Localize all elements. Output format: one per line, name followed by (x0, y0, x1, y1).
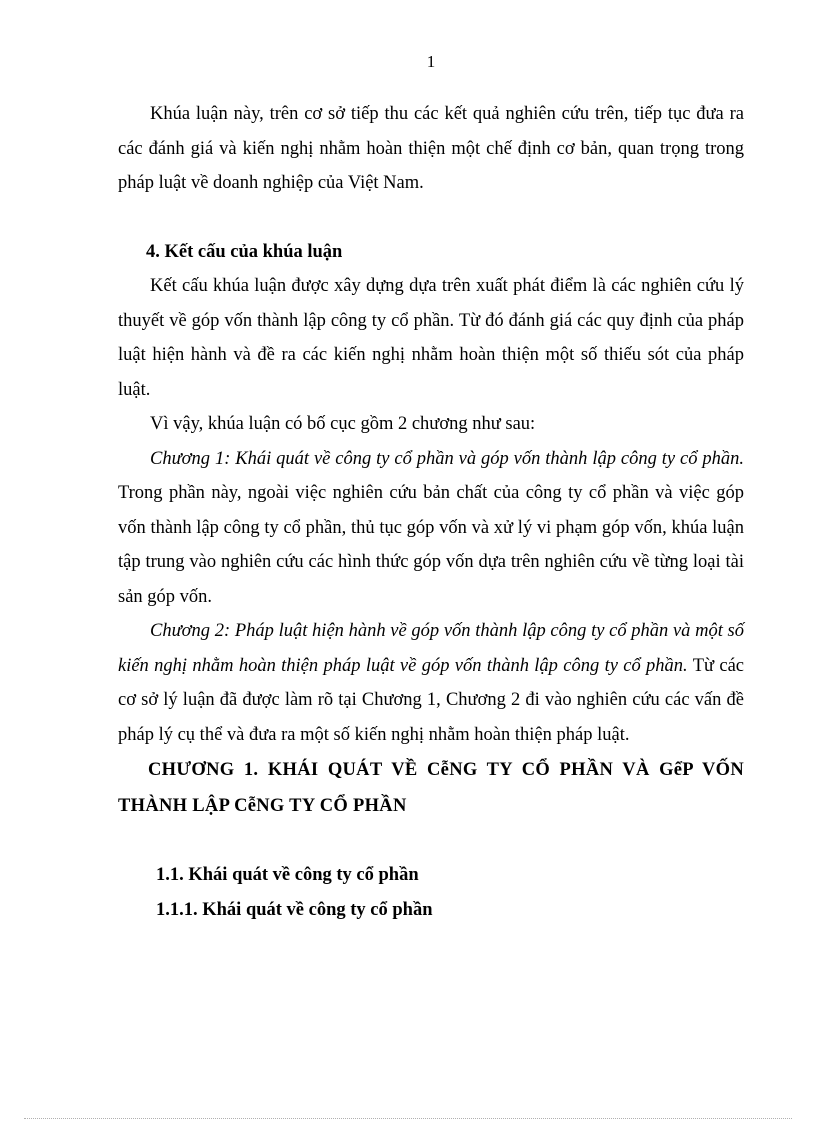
intro-paragraph: Khúa luận này, trên cơ sở tiếp thu các kết quả nghiên cứu trên, tiếp tục đưa ra các đánh giá và kiến nghị nhằm hoàn thiện một chế định cơ bản, quan trọng trong pháp luật về doanh nghiệp của Việt Nam. (118, 104, 744, 193)
chapter-1-summary (118, 442, 744, 615)
section-heading-structure: 4. Kết cấu của khúa luận (146, 241, 343, 262)
spacer (118, 824, 744, 858)
heading-1-1: 1.1. Khái quát về công ty cổ phần (156, 865, 419, 885)
spacer (118, 201, 744, 235)
page-bottom-divider (24, 1118, 792, 1119)
structure-paragraph: Kết cấu khúa luận được xây dựng dựa trên xuất phát điểm là các nghiên cứu lý thuyết về góp vốn thành lập công ty cổ phần. Từ đó đánh giá các quy định của pháp luật hiện hành và đề ra các kiến nghị nhằm hoàn thiện một số thiếu sót của pháp luật. (118, 276, 744, 400)
chapter-1-summary-title: Chương 1: Khái quát về công ty cổ phần và góp vốn thành lập công ty cổ phần. (150, 448, 744, 469)
document-body (118, 97, 744, 927)
outline-intro-paragraph: Vì vậy, khúa luận có bố cục gồm 2 chương như sau: (150, 414, 536, 434)
page-number: 1 (426, 52, 436, 71)
chapter-title: CHƯƠNG 1. KHÁI QUÁT VỀ CễNG TY CỔ PHẦN VÀ GểP VỐN THÀNH LẬP CễNG TY CỔ PHẦN (118, 760, 744, 816)
chapter-1-summary-text: Trong phần này, ngoài việc nghiên cứu bản chất của công ty cổ phần và việc góp vốn thành lập công ty cổ phần, thủ tục góp vốn và xử lý vi phạm góp vốn, khúa luận tập trung vào nghiên cứu các hình thức góp vốn dựa trên nghiên cứu về từng loại tài sản góp vốn. (118, 483, 744, 607)
heading-1-1-1: 1.1.1. Khái quát về công ty cổ phần (156, 899, 433, 920)
chapter-2-summary (118, 614, 744, 752)
chapter-2-summary-title: Chương 2: Pháp luật hiện hành về góp vốn thành lập công ty cổ phần và một số kiến nghị nhằm hoàn thiện pháp luật về góp vốn thành lập công ty cổ phần. (118, 621, 744, 676)
chapter-2-summary-text: Từ các cơ sở lý luận đã được làm rõ tại Chương 1, Chương 2 đi vào nghiên cứu các vấn đề pháp lý cụ thể và đưa ra một số kiến nghị nhằm hoàn thiện pháp luật. (118, 655, 744, 745)
